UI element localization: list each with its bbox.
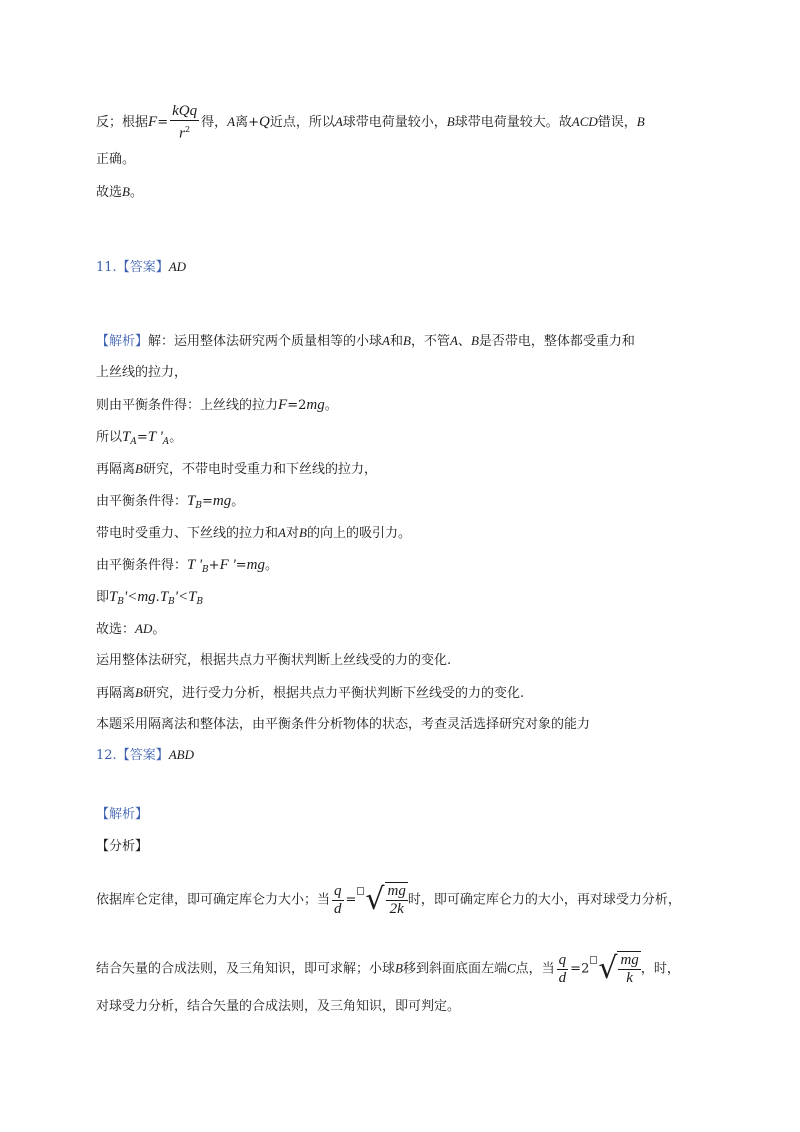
var-B: B bbox=[470, 333, 479, 348]
q11-line-12 bbox=[96, 683, 524, 704]
text: 近点，所以 bbox=[269, 115, 335, 131]
q11-analysis-line-1 bbox=[96, 331, 635, 352]
text: 球带电荷量较大。故 bbox=[454, 115, 572, 131]
fraction-q-d bbox=[332, 883, 344, 918]
text: =2 bbox=[287, 398, 307, 413]
math-mg: mg bbox=[246, 557, 265, 573]
text: = bbox=[345, 892, 357, 908]
q11-line-11 bbox=[96, 651, 451, 671]
sqrt-icon: √ bbox=[365, 882, 385, 917]
subscript: A bbox=[130, 437, 137, 447]
text: 是否带电，整体都受重力和 bbox=[478, 334, 635, 349]
answer-value: AD bbox=[135, 621, 153, 636]
text: + bbox=[208, 558, 220, 573]
text: = bbox=[201, 494, 213, 509]
math-mg: mg bbox=[137, 589, 156, 605]
subscript: B bbox=[117, 597, 124, 607]
math-eq: = bbox=[157, 115, 169, 131]
fraction-numerator: kQq bbox=[172, 103, 198, 119]
q12-analysis-tag bbox=[96, 805, 148, 825]
text: 由平衡条件得： bbox=[96, 558, 188, 573]
question-number: 12. bbox=[96, 748, 117, 763]
text: 结合矢量的合成法则，及三角知识，即可求解；小球 bbox=[96, 961, 396, 977]
placeholder-box-icon bbox=[357, 887, 364, 895]
math-mg: mg bbox=[212, 493, 232, 509]
var-B: B bbox=[395, 960, 403, 976]
text: 得， bbox=[201, 115, 228, 131]
fraction-denominator: 2k bbox=[389, 901, 404, 917]
text: ，不管 bbox=[410, 334, 450, 349]
var-A: A bbox=[382, 333, 390, 348]
var-A: A bbox=[227, 114, 236, 130]
fraction-q-d bbox=[557, 952, 569, 987]
math-mg: mg bbox=[306, 397, 325, 413]
q11-line-8 bbox=[96, 555, 278, 580]
sqrt-icon: √ bbox=[598, 951, 618, 986]
math-F: F bbox=[278, 397, 288, 413]
fraction-numerator: mg bbox=[620, 952, 639, 968]
text: 故选 bbox=[96, 185, 123, 200]
q11-line-3 bbox=[96, 395, 338, 416]
text: 。 bbox=[231, 494, 245, 509]
text: 对 bbox=[285, 526, 299, 541]
text: 的向上的吸引力。 bbox=[306, 526, 411, 541]
text: 。 bbox=[264, 558, 278, 573]
q10-line-3 bbox=[96, 182, 143, 203]
text: 由平衡条件得： bbox=[96, 494, 188, 509]
answer-tag: 【答案】 bbox=[116, 748, 169, 763]
q12-fenxi-tag bbox=[96, 837, 148, 857]
q11-answer-line bbox=[96, 257, 186, 278]
text: = bbox=[235, 558, 247, 573]
sqrt-mg-2k bbox=[365, 882, 407, 918]
var-ACD: ACD bbox=[571, 114, 598, 130]
text: 解：运用整体法研究两个质量相等的小球 bbox=[148, 334, 383, 349]
text: 带电时受重力、下丝线的拉力和 bbox=[96, 526, 279, 541]
text: 反；根据 bbox=[96, 115, 149, 131]
var-A: A bbox=[334, 114, 343, 130]
fraction-denominator: k bbox=[626, 970, 633, 986]
text: = bbox=[136, 430, 148, 445]
math-F: F bbox=[148, 114, 158, 131]
q11-line-13 bbox=[96, 715, 590, 735]
q11-line-4 bbox=[96, 427, 182, 452]
text: =2 bbox=[570, 961, 590, 977]
text: 研究，不带电时受重力和下丝线的拉力， bbox=[142, 462, 377, 477]
math-F-prime: F ' bbox=[219, 557, 236, 573]
var-A: A bbox=[449, 333, 458, 348]
question-number: 11. bbox=[96, 260, 117, 275]
text: 。 bbox=[152, 622, 166, 637]
fraction-numerator: q bbox=[334, 882, 342, 899]
text: 点，当 bbox=[515, 961, 555, 977]
q11-line-2 bbox=[96, 363, 187, 383]
subscript: B bbox=[195, 501, 202, 511]
text: 则由平衡条件得：上丝线的拉力 bbox=[96, 398, 279, 413]
text: 研究，进行受力分析，根据共点力平衡状判断下丝线受的力的变化. bbox=[142, 686, 525, 701]
analysis-tag: 【解析】 bbox=[96, 334, 149, 349]
text: 、 bbox=[457, 334, 471, 349]
fraction-numerator: q bbox=[558, 951, 567, 968]
text: 故选： bbox=[96, 622, 136, 637]
exponent: 2 bbox=[184, 125, 191, 134]
text: 依据库仑定律，即可确定库仑力大小；当 bbox=[96, 892, 331, 908]
q11-line-7 bbox=[96, 523, 411, 544]
fraction-denominator: d bbox=[558, 969, 567, 986]
text: 运用整体法研究，根据共点力平衡状判断上丝线受的力的变化. bbox=[96, 653, 452, 668]
fraction-numerator: mg bbox=[387, 883, 406, 899]
analysis-tag: 【解析】 bbox=[96, 807, 149, 822]
var-A: A bbox=[278, 525, 286, 540]
section-tag: 【分析】 bbox=[96, 839, 149, 854]
q10-line-1 bbox=[96, 103, 645, 142]
math-T: T bbox=[187, 493, 196, 509]
q10-line-2 bbox=[96, 150, 135, 170]
text: 移到斜面底面左端 bbox=[402, 961, 507, 977]
text: 本题采用隔离法和整体法，由平衡条件分析物体的状态，考查灵活选择研究对象的能力 bbox=[96, 717, 591, 732]
text: 离+ bbox=[235, 115, 259, 131]
var-B: B bbox=[135, 461, 143, 476]
answer-tag: 【答案】 bbox=[116, 260, 169, 275]
q12-line-3 bbox=[96, 997, 460, 1017]
var-B: B bbox=[403, 333, 411, 348]
math-T-prime: T ' bbox=[147, 429, 163, 445]
q12-line-1 bbox=[96, 882, 681, 918]
q11-line-10 bbox=[96, 619, 165, 640]
text: . bbox=[155, 590, 160, 605]
subscript: A bbox=[162, 437, 170, 447]
q11-line-6 bbox=[96, 491, 244, 516]
var-B: B bbox=[135, 685, 143, 700]
subscript: B bbox=[196, 597, 204, 607]
text: 再隔离 bbox=[96, 686, 136, 701]
text: 对球受力分析，结合矢量的合成法则，及三角知识，即可判定。 bbox=[96, 999, 461, 1014]
text: 即 bbox=[96, 590, 110, 605]
placeholder-box-icon bbox=[590, 956, 597, 964]
var-B: B bbox=[122, 184, 130, 199]
q12-answer-line bbox=[96, 745, 194, 766]
text: '< bbox=[123, 589, 138, 605]
text: 正确。 bbox=[96, 152, 136, 167]
var-B: B bbox=[636, 114, 645, 130]
text: 。 bbox=[129, 185, 143, 200]
q11-line-5 bbox=[96, 459, 377, 480]
text: 所以 bbox=[96, 430, 123, 445]
fraction-denominator: r bbox=[179, 125, 185, 142]
text: 错误， bbox=[597, 115, 637, 131]
subscript: B bbox=[168, 597, 175, 607]
math-T-prime: T ' bbox=[187, 557, 203, 573]
text: 和 bbox=[389, 334, 403, 349]
text: ，时， bbox=[640, 961, 680, 977]
answer-value: AD bbox=[168, 259, 187, 274]
math-T: T bbox=[188, 589, 197, 605]
var-B: B bbox=[298, 525, 307, 540]
text: 上丝线的拉力， bbox=[96, 365, 188, 380]
sqrt-mg-k bbox=[598, 951, 640, 987]
text: 再隔离 bbox=[96, 462, 136, 477]
var-B: B bbox=[446, 114, 455, 130]
q12-line-2 bbox=[96, 951, 680, 987]
math-T: T bbox=[159, 589, 169, 605]
q11-line-9 bbox=[96, 587, 203, 612]
text: 球带电荷量较小， bbox=[342, 115, 447, 131]
fraction-kQq-r2 bbox=[170, 103, 199, 142]
text: 。 bbox=[324, 398, 338, 413]
text: '< bbox=[174, 589, 189, 605]
text: 。 bbox=[169, 430, 183, 445]
math-T: T bbox=[109, 589, 118, 605]
subscript: B bbox=[202, 565, 209, 575]
var-C: C bbox=[506, 960, 516, 976]
math-T: T bbox=[122, 429, 131, 445]
text: 时，即可确定库仑力的大小，再对球受力分析， bbox=[407, 892, 681, 908]
answer-value: ABD bbox=[168, 747, 194, 762]
fraction-denominator: d bbox=[334, 900, 342, 917]
var-Q: Q bbox=[258, 114, 270, 131]
